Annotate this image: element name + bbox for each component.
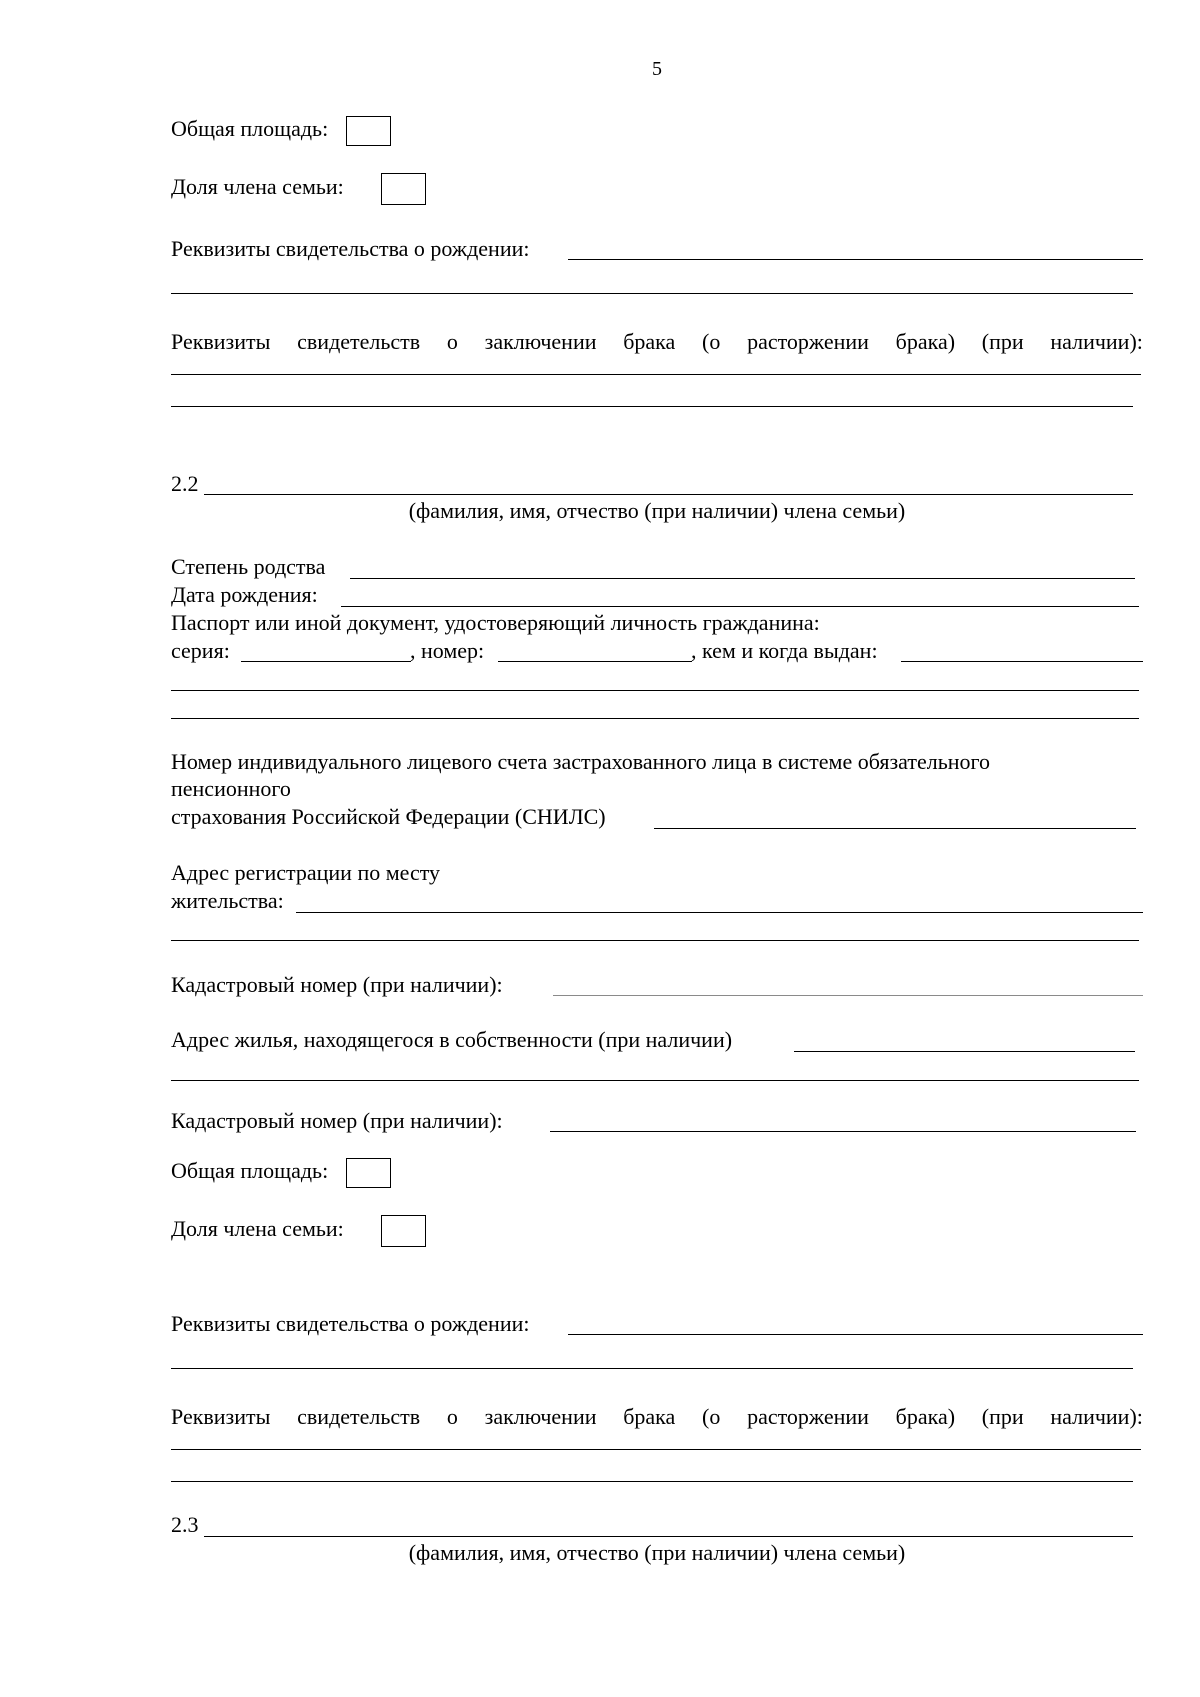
marriage-certificate-label — [171, 329, 1143, 355]
registration-address-line-2[interactable] — [171, 940, 1139, 941]
marriage-label-word: (при — [981, 1404, 1024, 1429]
property-address-line-2[interactable] — [171, 1080, 1139, 1081]
marriage-label-word: заключении — [484, 1404, 597, 1429]
snils-label-line3: страхования Российской Федерации (СНИЛС) — [171, 804, 606, 829]
marriage-label-word: Реквизиты — [171, 329, 271, 354]
marriage-label-word: (при — [981, 329, 1024, 354]
passport-issued-line-2[interactable] — [171, 690, 1139, 691]
birth-certificate-line-2-2[interactable] — [568, 1334, 1143, 1335]
marriage-label-word: наличии): — [1050, 329, 1143, 354]
section-number-2-2: 2.2 — [171, 471, 199, 496]
birth-date-line[interactable] — [341, 606, 1139, 607]
registration-address-label-1: Адрес регистрации по месту — [171, 860, 441, 885]
family-share-label-2-2: Доля члена семьи: — [171, 1216, 344, 1241]
marriage-certificate-line[interactable] — [171, 374, 1141, 375]
cadastral-number-label-2: Кадастровый номер (при наличии): — [171, 1108, 503, 1133]
passport-series-label: серия: — [171, 638, 230, 663]
page-number: 5 — [652, 58, 662, 80]
snils-label-line1: Номер индивидуального лицевого счета застрахованного лица в системе обязательного — [171, 749, 991, 774]
cadastral-number-line-2[interactable] — [550, 1131, 1136, 1132]
full-name-line-2-2[interactable] — [204, 494, 1133, 495]
kinship-label: Степень родства — [171, 554, 326, 579]
family-share-box-2-2[interactable] — [381, 1215, 426, 1247]
passport-issued-line[interactable] — [901, 661, 1143, 662]
marriage-label-word: брака) — [895, 1404, 956, 1429]
marriage-label-word: наличии): — [1050, 1404, 1143, 1429]
marriage-label-word: свидетельств — [297, 1404, 421, 1429]
marriage-label-word: брака) — [895, 329, 956, 354]
passport-issued-label: , кем и когда выдан: — [691, 638, 878, 663]
birth-certificate-label-2-2: Реквизиты свидетельства о рождении: — [171, 1311, 530, 1336]
passport-number-label: , номер: — [410, 638, 485, 663]
passport-series-line[interactable] — [241, 661, 411, 662]
registration-address-line[interactable] — [296, 912, 1143, 913]
section-number-2-3: 2.3 — [171, 1512, 199, 1537]
marriage-label-word: Реквизиты — [171, 1404, 271, 1429]
snils-line[interactable] — [654, 828, 1136, 829]
property-address-line[interactable] — [794, 1051, 1135, 1052]
passport-issued-line-3[interactable] — [171, 718, 1139, 719]
full-name-caption-2-2: (фамилия, имя, отчество (при наличии) члена семьи) — [408, 498, 906, 523]
marriage-label-word: (о — [702, 1404, 721, 1429]
marriage-label-word: заключении — [484, 329, 597, 354]
family-share-label: Доля члена семьи: — [171, 174, 344, 199]
marriage-label-word: (о — [702, 329, 721, 354]
registration-address-label-2: жительства: — [171, 888, 284, 913]
birth-certificate-label: Реквизиты свидетельства о рождении: — [171, 236, 530, 261]
total-area-box[interactable] — [346, 116, 391, 146]
full-name-caption-2-3: (фамилия, имя, отчество (при наличии) члена семьи) — [408, 1540, 906, 1565]
marriage-label-word: расторжении — [747, 1404, 869, 1429]
birth-date-label: Дата рождения: — [171, 582, 318, 607]
marriage-label-word: расторжении — [747, 329, 869, 354]
birth-certificate-line-2[interactable] — [171, 293, 1133, 294]
marriage-certificate-line-2-2[interactable] — [171, 1449, 1141, 1450]
marriage-certificate-label-2-2 — [171, 1404, 1143, 1430]
passport-number-line[interactable] — [498, 661, 692, 662]
property-address-label: Адрес жилья, находящегося в собственности (при наличии) — [171, 1027, 733, 1052]
marriage-label-word: брака — [623, 1404, 676, 1429]
family-share-box[interactable] — [381, 173, 426, 205]
birth-certificate-line-2-2-b[interactable] — [171, 1368, 1133, 1369]
passport-label: Паспорт или иной документ, удостоверяющий личность гражданина: — [171, 610, 820, 635]
birth-certificate-line[interactable] — [568, 259, 1143, 260]
marriage-label-word: брака — [623, 329, 676, 354]
marriage-label-word: о — [446, 1404, 458, 1429]
cadastral-number-label-1: Кадастровый номер (при наличии): — [171, 972, 503, 997]
cadastral-number-line-1[interactable] — [553, 995, 1143, 996]
total-area-label: Общая площадь: — [171, 116, 329, 141]
kinship-line[interactable] — [350, 578, 1135, 579]
marriage-label-word: свидетельств — [297, 329, 421, 354]
marriage-certificate-line-2[interactable] — [171, 406, 1133, 407]
total-area-box-2-2[interactable] — [346, 1158, 391, 1188]
marriage-certificate-line-2-2-b[interactable] — [171, 1481, 1133, 1482]
snils-label-line2: пенсионного — [171, 776, 291, 801]
marriage-label-word: о — [446, 329, 458, 354]
total-area-label-2-2: Общая площадь: — [171, 1158, 329, 1183]
full-name-line-2-3[interactable] — [204, 1536, 1133, 1537]
